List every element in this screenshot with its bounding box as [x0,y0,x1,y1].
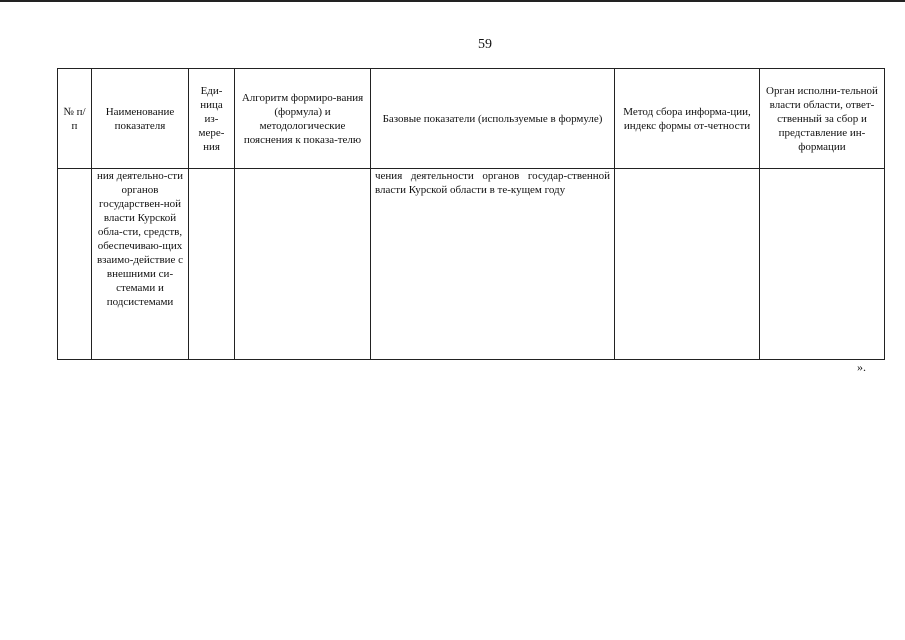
cell-responsible-organ [760,169,885,360]
header-base-indicators: Базовые показатели (используемые в формуле) [371,69,615,169]
page-number: 59 [478,37,492,52]
indicators-table [57,68,885,360]
table-row [58,169,885,360]
table-header-row [58,69,885,169]
header-unit: Еди-ница из-мере-ния [189,69,235,169]
cell-number [58,169,92,360]
top-border-line [0,0,905,2]
header-collection-method: Метод сбора информа-ции, индекс формы от-четности [615,69,760,169]
closing-quote-mark: ». [857,360,866,374]
header-indicator-name: Наименование показателя [92,69,189,169]
header-algorithm: Алгоритм формиро-вания (формула) и методологические пояснения к показа-телю [235,69,371,169]
cell-indicator-name: ния деятельно-сти органов государствен-ной власти Курской обла-сти, средств, обеспечиваю-щих взаимо-действие с внешними си-стемами и подсистемами [92,169,189,360]
cell-algorithm [235,169,371,360]
cell-unit [189,169,235,360]
cell-base-indicators: чения деятельности органов государ-ственной власти Курской области в те-кущем году [371,169,615,360]
cell-collection-method [615,169,760,360]
header-number: № п/п [58,69,92,169]
header-responsible-organ: Орган исполни-тельной власти области, ответ-ственный за сбор и представление ин-формации [760,69,885,169]
